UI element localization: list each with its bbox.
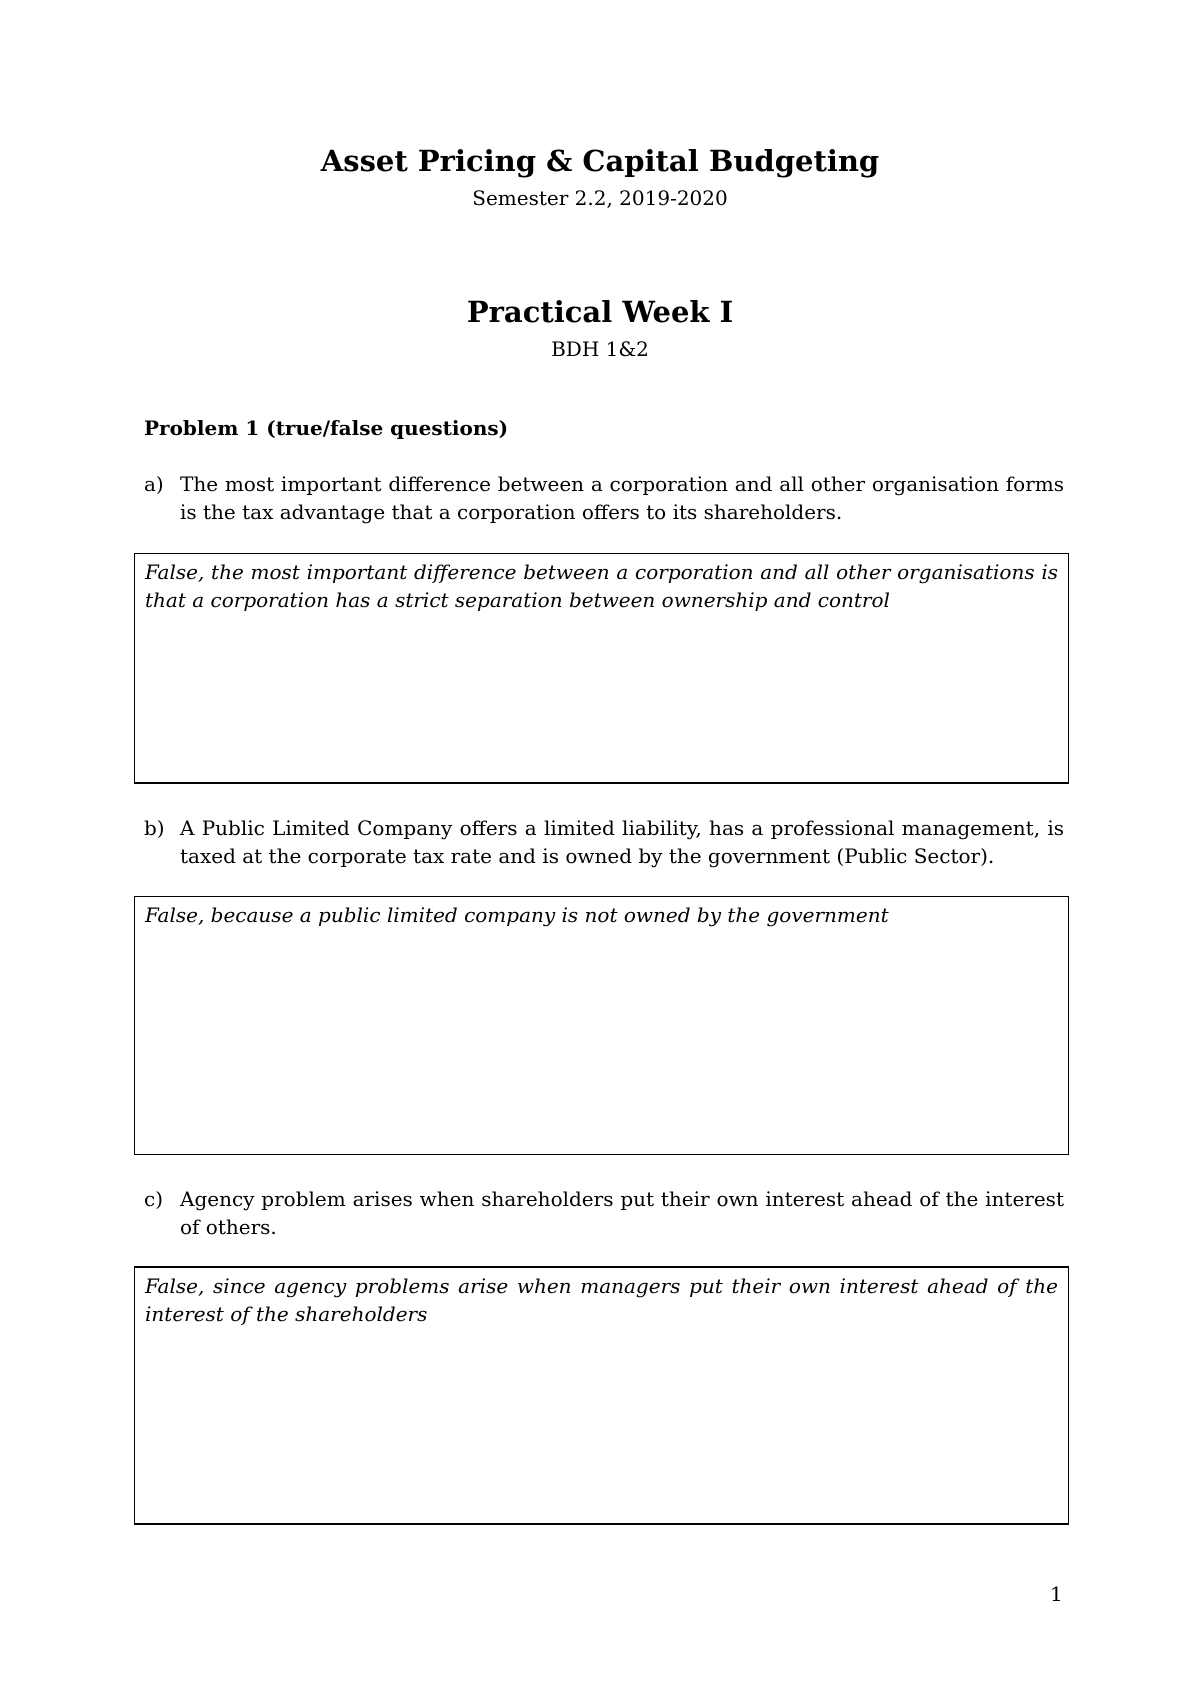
question-letter: c) (144, 1187, 164, 1211)
question-letter: a) (144, 472, 164, 496)
answer-box-a (134, 553, 1069, 784)
group-subtitle: BDH 1&2 (551, 337, 649, 361)
page-number: 1 (1050, 1582, 1063, 1606)
answer-box-c (134, 1266, 1069, 1525)
answer-text: False, the most important difference between a corporation and all other organisations is that a corporation has a strict separation between ownership and control (145, 560, 1058, 612)
answer-box-b (134, 896, 1069, 1155)
problem-heading: Problem 1 (true/false questions) (144, 416, 509, 440)
course-title: Asset Pricing & Capital Budgeting (320, 144, 880, 178)
question-text: Agency problem arises when shareholders put their own interest ahead of the interest of others. (180, 1187, 1064, 1239)
question-letter: b) (144, 816, 165, 840)
practical-title: Practical Week I (466, 295, 734, 329)
answer-text: False, because a public limited company is not owned by the government (145, 903, 889, 927)
question-text: The most important difference between a corporation and all other organisation forms is the tax advantage that a corporation offers to its shareholders. (180, 472, 1064, 524)
question-c (144, 1185, 1064, 1241)
question-text: A Public Limited Company offers a limited liability, has a professional management, is taxed at the corporate tax rate and is owned by the government (Public Sector). (180, 816, 1064, 868)
question-b (144, 814, 1064, 870)
question-a (144, 470, 1064, 526)
answer-text: False, since agency problems arise when managers put their own interest ahead of the interest of the shareholders (145, 1274, 1058, 1326)
semester-subtitle: Semester 2.2, 2019-2020 (472, 186, 728, 210)
